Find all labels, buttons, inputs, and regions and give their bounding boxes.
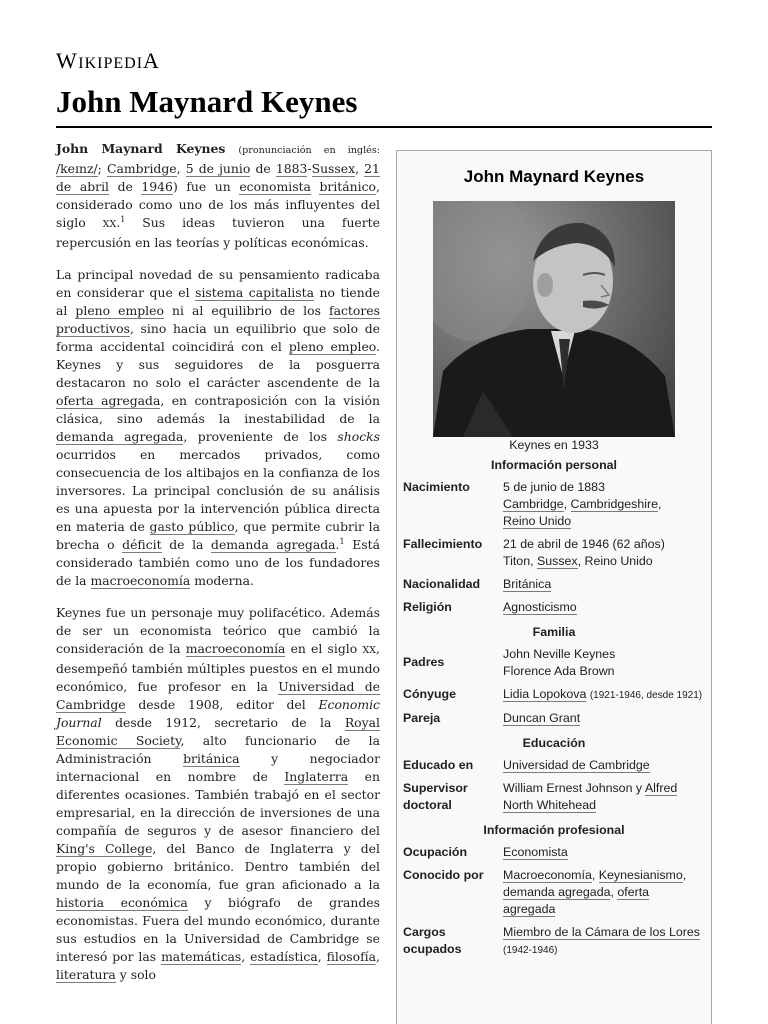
- link-filosofia[interactable]: filosofía: [326, 949, 377, 964]
- paragraph-polifacetico: Keynes fue un personaje muy polifacético. Además de ser un economista teórico que cambió la consideración de la macroeconomía en el siglo XX, desempeñó también múltiples puestos en el mundo económico, fue profesor en la Universidad de Cambridge desde 1908, editor del Economic Journal desde 1912, secretario de la Royal Economic Society, alto funcionario de la Administración británica y negociador internacional en nombre de Inglaterra en diferentes ocasiones. También trabajó en el sector empresarial, en la dirección de inversiones de una compañía de seguros y de asesor financiero del King's College, del Banco de Inglaterra y del propio gobierno británico. Dentro también del mundo de la economía, fue gran aficionado a la historia económica y biógrafo de grandes economistas. Fuera del mundo económico, durante sus estudios en la Universidad de Cambridge se interesó por las matemáticas, estadística, filosofía, literatura y solo: [56, 605, 380, 982]
- link-birth-year[interactable]: 1883: [275, 161, 308, 176]
- link-oferta-agregada[interactable]: oferta agregada: [56, 393, 161, 408]
- link-sussex-infobox[interactable]: Sussex: [536, 554, 578, 568]
- portrait-photo[interactable]: [433, 201, 675, 437]
- article-body: [56, 140, 380, 998]
- link-historia-economica[interactable]: historia económica: [56, 895, 188, 910]
- link-death-date[interactable]: 21 de abril: [56, 161, 380, 194]
- link-lidia-lopokova[interactable]: Lidia Lopokova: [503, 687, 587, 701]
- link-cambridgeshire[interactable]: Cambridgeshire: [570, 497, 658, 511]
- link-britanica[interactable]: británica: [183, 751, 240, 766]
- wordmark-display: WIKIPEDIA: [56, 48, 161, 73]
- wikipedia-wordmark[interactable]: [56, 48, 160, 74]
- link-economista[interactable]: economista: [239, 179, 311, 194]
- link-inglaterra[interactable]: Inglaterra: [284, 769, 349, 784]
- link-pleno-empleo-2[interactable]: pleno empleo: [288, 339, 377, 354]
- link-death-year[interactable]: 1946: [141, 179, 173, 194]
- link-pleno-empleo[interactable]: pleno empleo: [75, 303, 164, 318]
- link-camara-lores[interactable]: Miembro de la Cámara de los Lores: [503, 925, 700, 939]
- row-ocupacion: Ocupación Economista: [403, 845, 568, 859]
- infobox-title: John Maynard Keynes: [463, 167, 645, 186]
- link-literatura[interactable]: literatura: [56, 967, 116, 982]
- link-gasto-publico[interactable]: gasto público: [149, 519, 235, 534]
- reference-1b[interactable]: 1: [339, 536, 345, 546]
- section-personal: Información personal: [491, 458, 617, 472]
- link-estadistica[interactable]: estadística: [250, 949, 318, 964]
- article-subject: John Maynard Keynes: [56, 141, 226, 156]
- row-educado: Educado en Universidad de Cambridge: [403, 758, 650, 772]
- link-keynesianismo[interactable]: Keynesianismo: [598, 868, 683, 882]
- row-padres: Padres John Neville Keynes Florence Ada Brown: [403, 647, 616, 678]
- row-cargos: Cargos ocupados Miembro de la Cámara de los Lores (1942-1946): [403, 925, 700, 956]
- link-kings-college[interactable]: King's College: [56, 841, 153, 856]
- link-sussex[interactable]: Sussex: [311, 161, 356, 176]
- portrait-illustration: [433, 201, 675, 437]
- row-nacionalidad: Nacionalidad Británica: [403, 577, 552, 591]
- link-cambridge[interactable]: Cambridge: [106, 161, 177, 176]
- link-macroeconomia-infobox[interactable]: Macroeconomía: [503, 868, 592, 882]
- row-nacimiento: Nacimiento 5 de junio de 1883 Cambridge, Cambridgeshire, Reino Unido: [403, 480, 662, 528]
- link-royal-economic-society[interactable]: Royal Economic Society: [56, 715, 380, 748]
- row-pareja: Pareja Duncan Grant: [403, 711, 581, 725]
- ipa-link[interactable]: /keɪnz/: [56, 161, 98, 176]
- link-demanda-agregada-2[interactable]: demanda agregada: [211, 537, 336, 552]
- link-universidad-cambridge-infobox[interactable]: Universidad de Cambridge: [503, 758, 650, 772]
- link-oferta-agregada-infobox[interactable]: oferta agregada: [503, 885, 650, 916]
- section-profesional: Información profesional: [483, 823, 625, 837]
- link-factores-productivos[interactable]: factores productivos: [56, 303, 380, 336]
- section-educacion: Educación: [522, 736, 586, 750]
- link-britanica-infobox[interactable]: Británica: [503, 577, 552, 591]
- link-macroeconomia-2[interactable]: macroeconomía: [185, 641, 286, 656]
- infobox: [396, 150, 712, 1024]
- section-familia: Familia: [532, 625, 576, 639]
- reference-1[interactable]: 1: [120, 214, 126, 224]
- link-economista-infobox[interactable]: Economista: [503, 845, 568, 859]
- row-religion: Religión Agnosticismo: [403, 600, 577, 614]
- link-alfred-north-whitehead[interactable]: Alfred North Whitehead: [503, 781, 678, 812]
- link-cambridge-infobox[interactable]: Cambridge: [503, 497, 564, 511]
- link-universidad-cambridge[interactable]: Universidad de Cambridge: [56, 679, 380, 712]
- paragraph-pensamiento: La principal novedad de su pensamiento radicaba en considerar que el sistema capitalista no tiende al pleno empleo ni al equilibrio de los factores productivos, sino hacia un equilibrio que solo de forma accidental coincidirá con el pleno empleo. Keynes y sus seguidores de la posguerra destacaron no solo el carácter ascendente de la oferta agregada, en contraposición con la visión clásica, sino además la inestabilidad de la demanda agregada, proveniente de los shocks ocurridos en mercados privados, como consecuencia de los altibajos en la confianza de los inversores. La principal conclusión de su análisis es una apuesta por la intervención pública directa en materia de gasto público, que permite cubrir la brecha o déficit de la demanda agregada.$^1$ Está considerado también como uno de los fundadores de la macroeconomía moderna.: [56, 267, 380, 588]
- link-deficit[interactable]: déficit: [122, 537, 162, 552]
- link-macroeconomia[interactable]: macroeconomía: [90, 573, 191, 588]
- link-reino-unido[interactable]: Reino Unido: [503, 514, 572, 528]
- row-supervisor: Supervisor doctoral William Ernest Johnson y Alfred North Whitehead: [403, 781, 678, 812]
- link-matematicas[interactable]: matemáticas: [161, 949, 242, 964]
- row-conyuge: Cónyuge Lidia Lopokova (1921-1946, desde 1921): [403, 687, 703, 701]
- paragraph-intro: John Maynard Keynes (pronunciación en inglés: /keɪnz/; Cambridge, 5 de junio de 1883-Sussex, 21 de abril de 1946) fue un economista británico, considerado como uno de los más influyentes del siglo XX.$^1$ Sus ideas tuvieron una fuerte repercusión en las teorías y políticas económicas.: [56, 141, 380, 250]
- row-conocido: Conocido por Macroeconomía, Keynesianismo, demanda agregada, oferta agregada: [403, 868, 687, 916]
- page-title: John Maynard Keynes: [56, 84, 358, 119]
- link-agnosticismo[interactable]: Agnosticismo: [503, 600, 577, 614]
- title-divider: [56, 126, 712, 128]
- link-sistema-capitalista[interactable]: sistema capitalista: [195, 285, 314, 300]
- link-birth-date[interactable]: 5 de junio: [185, 161, 251, 176]
- link-demanda-agregada-infobox[interactable]: demanda agregada: [503, 885, 611, 899]
- link-demanda-agregada[interactable]: demanda agregada: [56, 429, 184, 444]
- link-duncan-grant[interactable]: Duncan Grant: [503, 711, 581, 725]
- link-britanico[interactable]: británico: [319, 179, 377, 194]
- row-fallecimiento: Fallecimiento 21 de abril de 1946 (62 años) Titon, Sussex, Reino Unido: [403, 537, 665, 568]
- photo-caption: Keynes en 1933: [509, 438, 599, 452]
